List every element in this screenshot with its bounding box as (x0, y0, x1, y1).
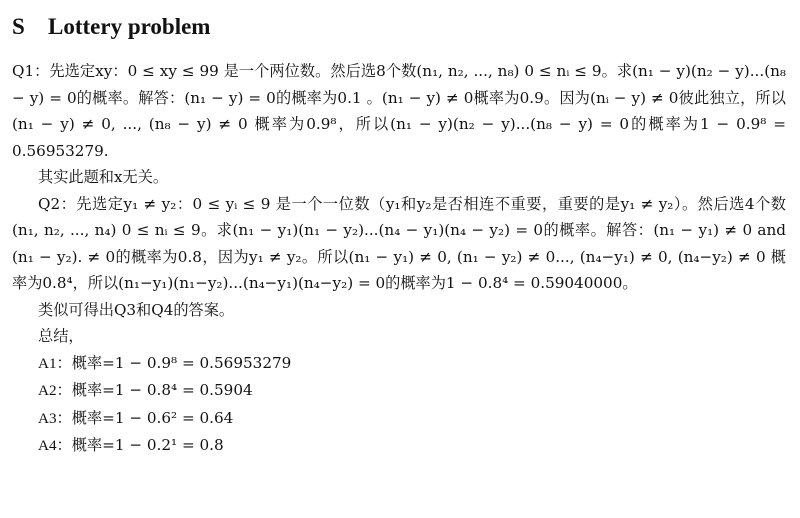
summary-label: A1： (38, 354, 72, 372)
summary-text: 概率=1 − 0.9⁸ = 0.56953279 (71, 353, 292, 372)
summary-item-a3 (12, 405, 786, 433)
summary-text: 概率=1 − 0.8⁴ = 0.5904 (71, 381, 253, 399)
summary-label: A4： (38, 437, 72, 454)
similar-line: 类似可得出Q3和Q4的答案。 (38, 300, 235, 319)
summary-text: 概率=1 − 0.2¹ = 0.8 (71, 436, 224, 454)
note-line: 其实此题和x无关。 (38, 168, 169, 186)
section-heading (12, 12, 786, 42)
summary-text: 概率=1 − 0.6² = 0.64 (71, 408, 234, 427)
summary-label: A2： (38, 382, 72, 399)
summary-item-a2 (12, 377, 786, 405)
summary-item-a1 (12, 350, 786, 378)
summary-item-a4 (12, 432, 786, 460)
section-letter: S (12, 14, 25, 39)
summary-list (12, 350, 786, 460)
summary-heading: 总结， (38, 327, 84, 345)
section-title: Lottery problem (48, 14, 211, 39)
q1-paragraph: Q1：先选定xy：0 ≤ xy ≤ 99 是一个两位数。然后选8个数(n₁, n₂, ..., n₈) 0 ≤ nᵢ ≤ 9。求(n₁ − y)(n₂ − y)...(n₈ − y) = 0的概率。解答：(n₁ − y) = 0的概率为0.1 。(n₁ − y) ≠ 0概率为0.9。因为(nᵢ − y) ≠ 0彼此独立，所以(n₁ − y) ≠ 0, ..., (n₈ − y) ≠ 0 概率为0.9⁸，所以(n₁ − y)(n₂ − y)...(n₈ − y) = 0的概率为1 − 0.9⁸ = 0.56953279. (12, 62, 786, 160)
q2-paragraph: Q2：先选定y₁ ≠ y₂：0 ≤ yᵢ ≤ 9 是一个一位数（y₁和y₂是否相连不重要，重要的是y₁ ≠ y₂）。然后选4个数(n₁, n₂, ..., n₄) 0 ≤ nᵢ ≤ 9。求(n₁ − y₁)(n₁ − y₂)...(n₄ − y₁)(n₄ − y₂) = 0的概率。解答：(n₁ − y₁) ≠ 0 and (n₁ − y₂). ≠ 0的概率为0.8，因为y₁ ≠ y₂。所以(n₁ − y₁) ≠ 0, (n₁ − y₂) ≠ 0..., (n₄−y₁) ≠ 0, (n₄−y₂) ≠ 0 概率为0.8⁴，所以(n₁−y₁)(n₁−y₂)...(n₄−y₁)(n₄−y₂) = 0的概率为1 − 0.8⁴ = 0.59040000。 (12, 194, 786, 292)
summary-label: A3： (38, 409, 72, 427)
